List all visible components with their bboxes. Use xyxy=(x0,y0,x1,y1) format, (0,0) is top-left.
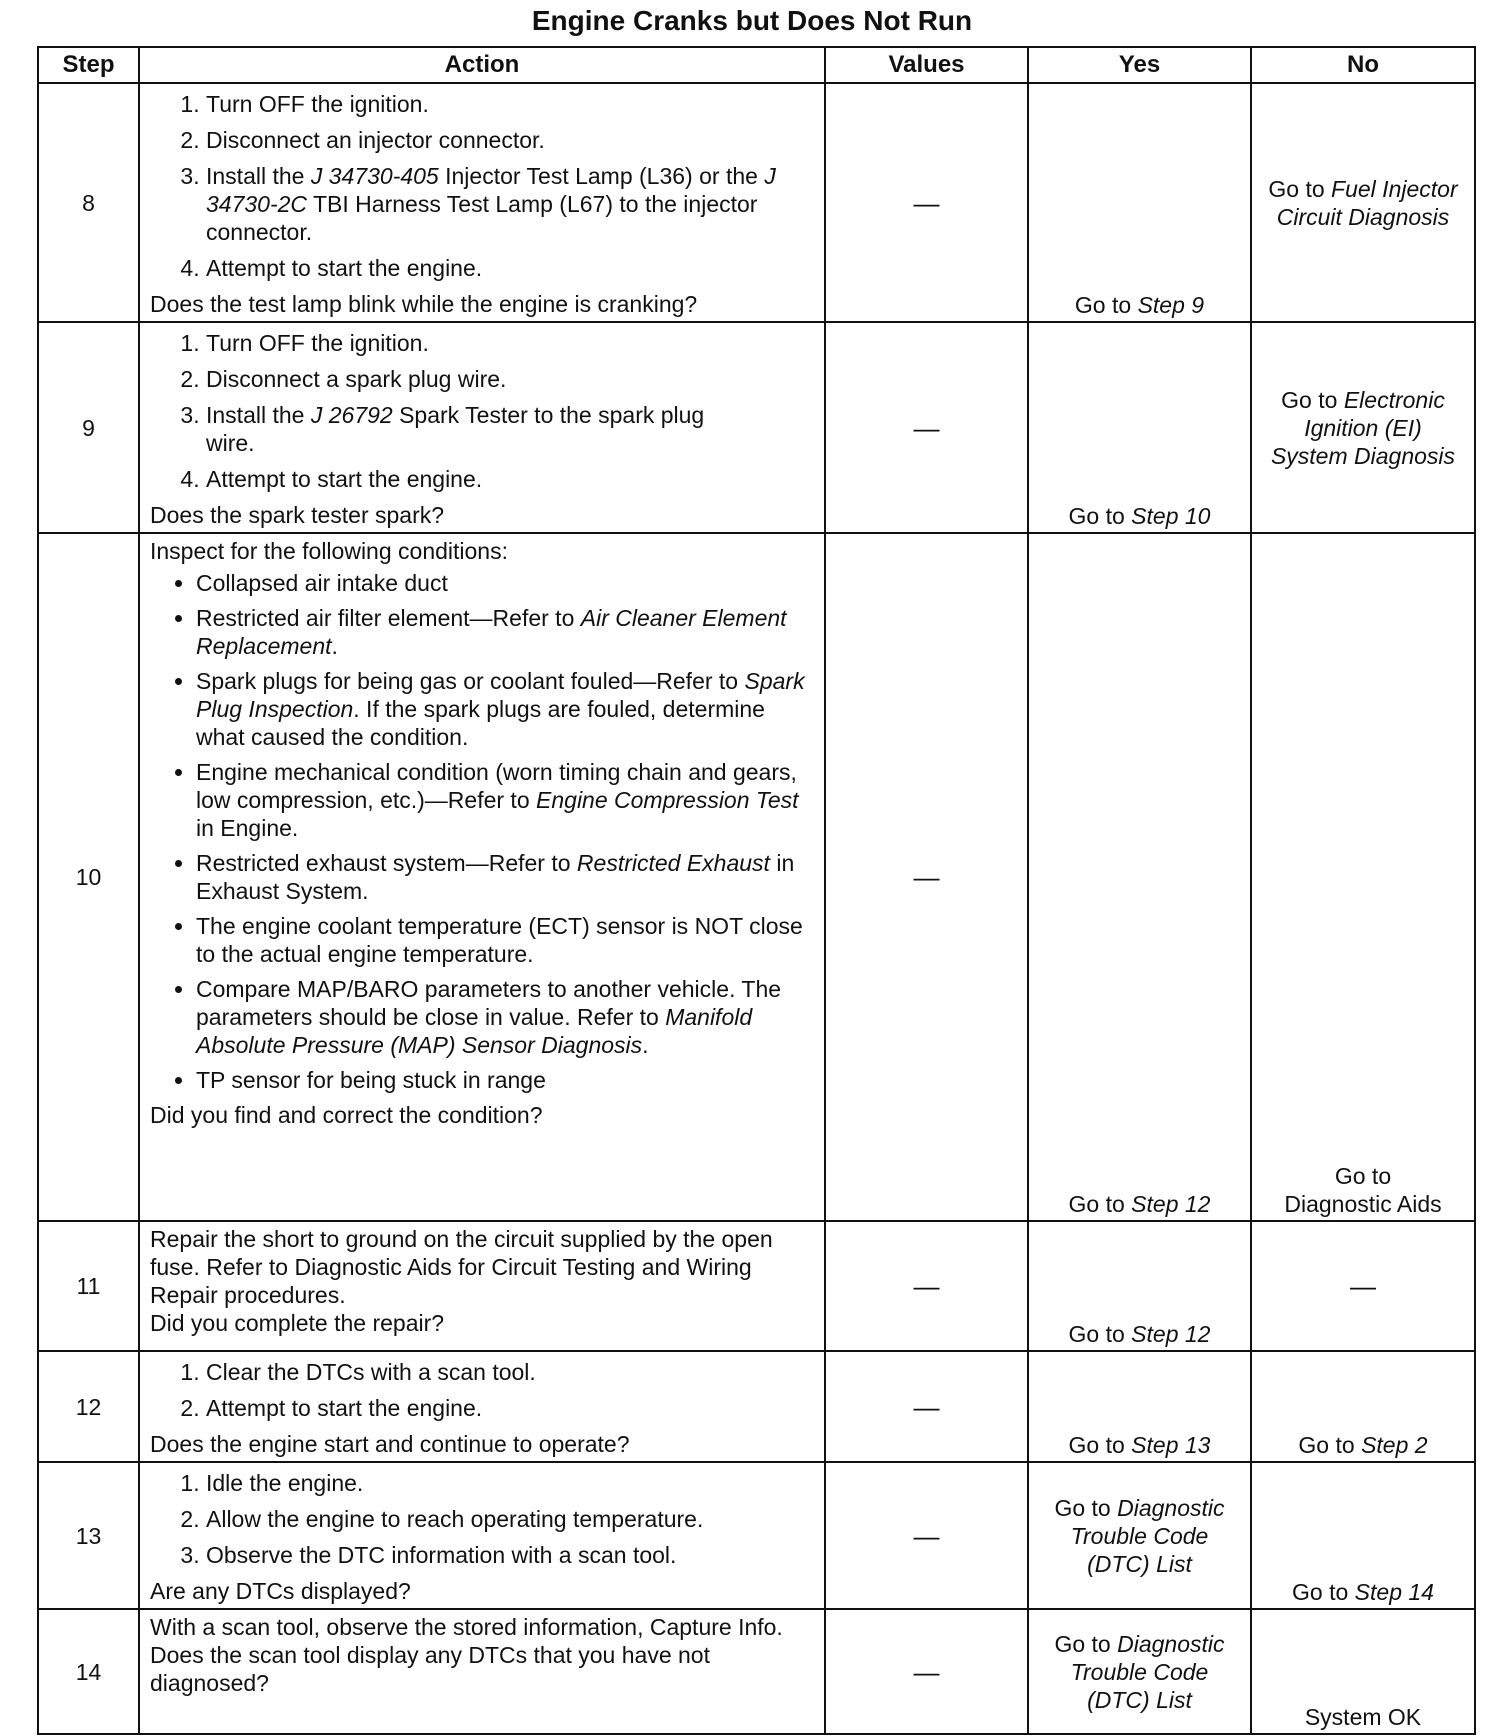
yes-link[interactable]: Go to Step 12 xyxy=(1068,1321,1211,1347)
header-yes: Yes xyxy=(1028,47,1251,83)
action-question: Did you find and correct the condition? xyxy=(150,1102,543,1128)
table-row-step-10 xyxy=(38,533,1475,1221)
action-steps xyxy=(150,1469,814,1577)
action-item: 4. Attempt to start the engine. xyxy=(206,254,814,282)
list-item: • The engine coolant temperature (ECT) sensor is NOT close to the actual engine temperature. xyxy=(196,912,814,968)
yes-link[interactable]: Go to Step 13 xyxy=(1068,1432,1211,1458)
step-number: 14 xyxy=(38,1609,139,1734)
reference-link[interactable]: Engine Compression Test xyxy=(536,787,799,813)
action-cell xyxy=(139,533,825,1221)
step-number: 10 xyxy=(38,533,139,1221)
yes-cell xyxy=(1028,533,1251,1221)
yes-link[interactable]: Go to Diagnostic Trouble Code (DTC) List xyxy=(1054,1494,1225,1577)
tool-number: J 34730-2C xyxy=(206,163,776,217)
action-item: 2. Attempt to start the engine. xyxy=(206,1394,814,1422)
table-row-step-13 xyxy=(38,1462,1475,1609)
list-item: • Restricted air filter element—Refer to Air Cleaner Element Replacement. xyxy=(196,604,814,660)
step-number: 12 xyxy=(38,1351,139,1462)
action-question: Does the test lamp blink while the engine is cranking? xyxy=(150,291,698,317)
action-text: With a scan tool, observe the stored information, Capture Info. xyxy=(150,1614,783,1640)
no-cell xyxy=(1251,533,1475,1221)
action-steps xyxy=(150,1358,814,1430)
step-number: 13 xyxy=(38,1462,139,1609)
no-cell xyxy=(1251,83,1475,322)
values-cell: — xyxy=(825,1609,1028,1734)
reference-link[interactable]: Manifold Absolute Pressure (MAP) Sensor Diagnosis xyxy=(196,1004,753,1058)
reference-link[interactable]: Air Cleaner Element Replacement xyxy=(196,605,787,659)
page-title: Engine Cranks but Does Not Run xyxy=(531,5,973,36)
no-link[interactable]: Go to Fuel Injector Circuit Diagnosis xyxy=(1268,175,1458,230)
table-row-step-9 xyxy=(38,322,1475,533)
step-number: 8 xyxy=(38,83,139,322)
action-cell xyxy=(139,1351,825,1462)
values-cell: — xyxy=(825,322,1028,533)
list-item: • Engine mechanical condition (worn timing chain and gears, low compression, etc.)—Refer to Engine Compression Test in Engine. xyxy=(196,758,814,842)
list-item: • Compare MAP/BARO parameters to another vehicle. The parameters should be close in value. Refer to Manifold Absolute Pressure (MAP) Sensor Diagnosis. xyxy=(196,975,814,1059)
action-item: 2. Disconnect a spark plug wire. xyxy=(206,365,814,393)
action-item: 3. Install the J 26792 Spark Tester to the spark plug wire. xyxy=(206,401,814,457)
step-number: 9 xyxy=(38,322,139,533)
header-step: Step xyxy=(38,47,139,83)
header-no: No xyxy=(1251,47,1475,83)
yes-cell xyxy=(1028,83,1251,322)
table-row-step-8 xyxy=(38,83,1475,322)
action-item: 1. Clear the DTCs with a scan tool. xyxy=(206,1358,814,1386)
values-cell: — xyxy=(825,83,1028,322)
action-item: 4. Attempt to start the engine. xyxy=(206,465,814,493)
list-item: • TP sensor for being stuck in range xyxy=(196,1066,814,1094)
values-cell: — xyxy=(825,1462,1028,1609)
reference-link[interactable]: Spark Plug Inspection xyxy=(196,668,805,722)
yes-cell xyxy=(1028,1609,1251,1734)
condition-list xyxy=(150,569,814,1101)
yes-link[interactable]: Go to Step 12 xyxy=(1068,1191,1211,1217)
table-row-step-12 xyxy=(38,1351,1475,1462)
table-row-step-11 xyxy=(38,1221,1475,1351)
action-cell xyxy=(139,1462,825,1609)
yes-link[interactable]: Go to Diagnostic Trouble Code (DTC) List xyxy=(1054,1630,1225,1713)
yes-link[interactable]: Go to Step 9 xyxy=(1074,292,1205,318)
action-question: Did you complete the repair? xyxy=(150,1310,445,1336)
table-row-step-14 xyxy=(38,1609,1475,1734)
no-link[interactable]: Go to Electronic Ignition (EI) System Diagnosis xyxy=(1270,386,1456,469)
action-item: 2. Allow the engine to reach operating temperature. xyxy=(206,1505,814,1533)
action-item: 3. Observe the DTC information with a scan tool. xyxy=(206,1541,814,1569)
header-values: Values xyxy=(825,47,1028,83)
yes-cell xyxy=(1028,1351,1251,1462)
action-cell xyxy=(139,83,825,322)
header-row xyxy=(38,47,1475,83)
no-cell: — xyxy=(1251,1221,1475,1351)
action-cell xyxy=(139,1221,825,1351)
yes-cell xyxy=(1028,1221,1251,1351)
yes-link[interactable]: Go to Step 10 xyxy=(1068,503,1211,529)
no-link[interactable]: Go to Step 2 xyxy=(1298,1432,1428,1458)
no-cell xyxy=(1251,1351,1475,1462)
action-cell xyxy=(139,322,825,533)
action-question: Does the engine start and continue to operate? xyxy=(150,1431,630,1457)
action-item: 1. Turn OFF the ignition. xyxy=(206,329,814,357)
tool-number: J 34730-405 xyxy=(310,163,439,189)
action-question: Does the scan tool display any DTCs that you have not diagnosed? xyxy=(150,1642,710,1696)
reference-link[interactable]: Restricted Exhaust xyxy=(576,850,770,876)
values-cell: — xyxy=(825,1221,1028,1351)
no-link[interactable]: Go to Step 14 xyxy=(1292,1579,1434,1605)
action-question: Does the spark tester spark? xyxy=(150,502,445,528)
action-question: Are any DTCs displayed? xyxy=(150,1578,411,1604)
yes-cell xyxy=(1028,1462,1251,1609)
list-item: • Spark plugs for being gas or coolant fouled—Refer to Spark Plug Inspection. If the spark plugs are fouled, determine what caused the condition. xyxy=(196,667,814,751)
list-item: • Collapsed air intake duct xyxy=(196,569,814,597)
no-link[interactable]: Go to Diagnostic Aids xyxy=(1284,1163,1442,1217)
diagnostic-table xyxy=(37,46,1476,1735)
yes-cell xyxy=(1028,322,1251,533)
action-steps xyxy=(150,329,814,501)
no-cell xyxy=(1251,1609,1475,1734)
action-item: 1. Turn OFF the ignition. xyxy=(206,90,814,118)
values-cell: — xyxy=(825,533,1028,1221)
no-cell xyxy=(1251,1462,1475,1609)
no-result: System OK xyxy=(1304,1704,1422,1730)
step-number: 11 xyxy=(38,1221,139,1351)
action-cell xyxy=(139,1609,825,1734)
values-cell: — xyxy=(825,1351,1028,1462)
list-item: • Restricted exhaust system—Refer to Restricted Exhaust in Exhaust System. xyxy=(196,849,814,905)
action-item: 3. Install the J 34730-405 Injector Test Lamp (L36) or the J 34730-2C TBI Harness Test Lamp (L67) to the injector connector. xyxy=(206,162,814,246)
action-intro: Inspect for the following conditions: xyxy=(150,538,508,564)
action-text: Repair the short to ground on the circuit supplied by the open fuse. Refer to Diagnostic Aids for Circuit Testing and Wiring Repair procedures. xyxy=(150,1226,773,1308)
tool-number: J 26792 xyxy=(310,402,393,428)
action-item: 1. Idle the engine. xyxy=(206,1469,814,1497)
no-cell xyxy=(1251,322,1475,533)
header-action: Action xyxy=(139,47,825,83)
action-item: 2. Disconnect an injector connector. xyxy=(206,126,814,154)
action-steps xyxy=(150,90,814,290)
